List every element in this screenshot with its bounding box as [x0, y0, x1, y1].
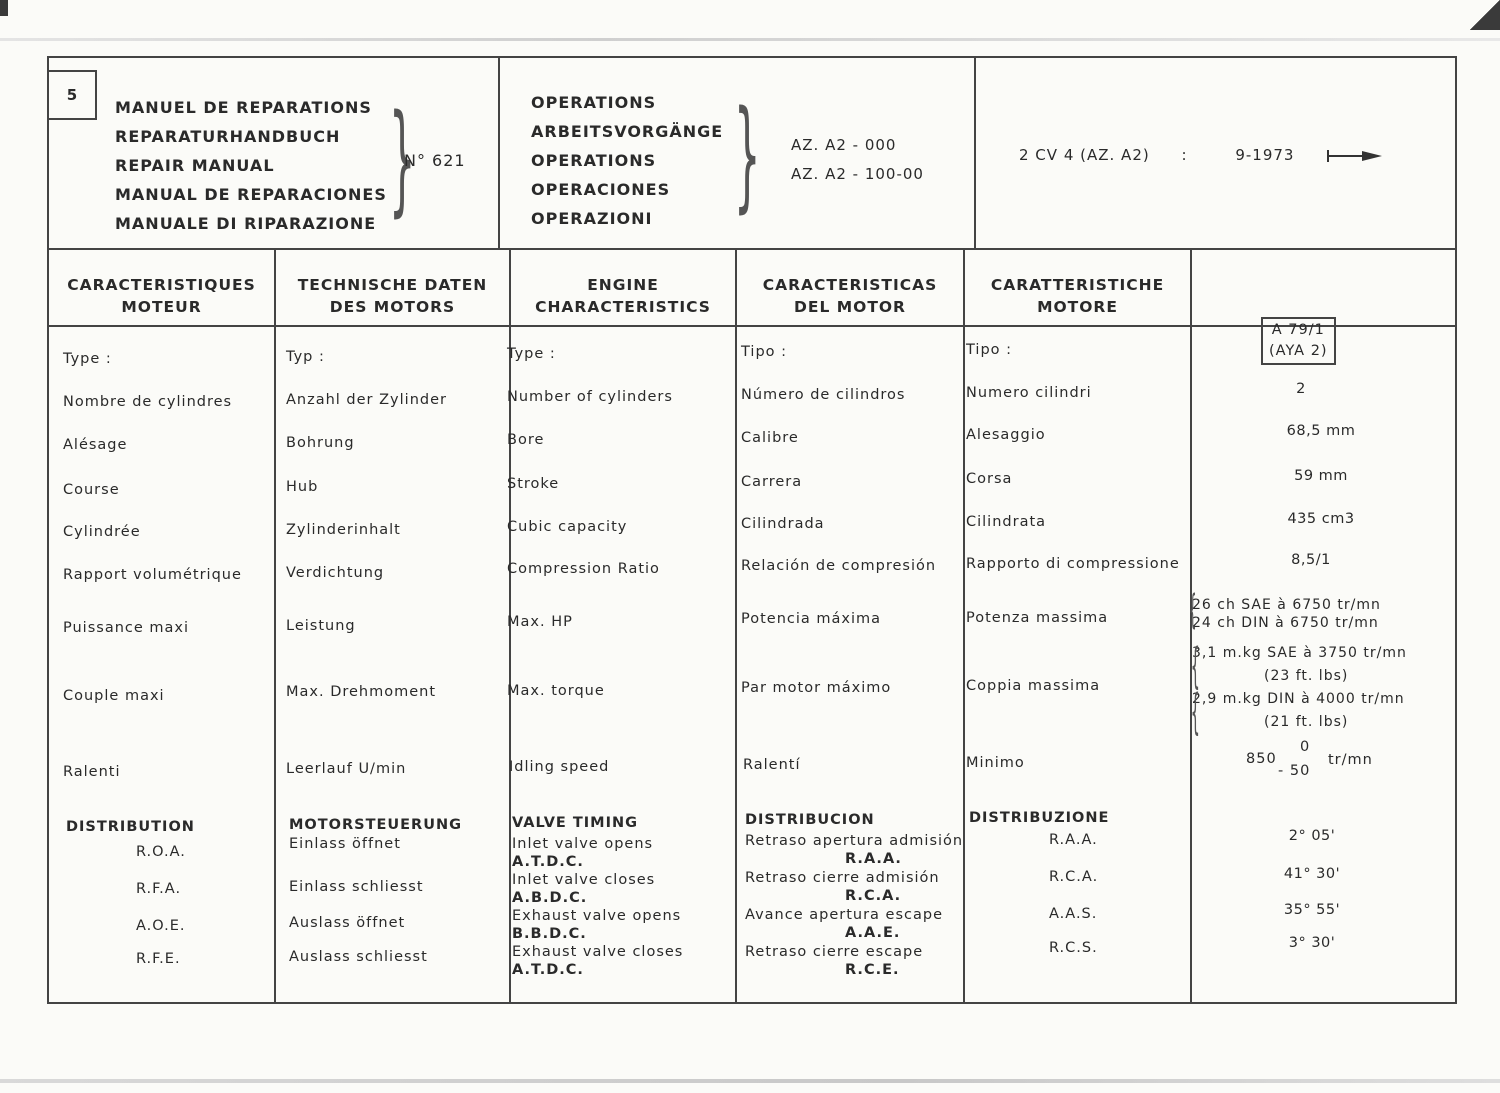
operation-codes: [791, 131, 924, 189]
brace-icon: }: [733, 86, 761, 225]
distribution-item-es: Retraso cierre admisión: [745, 869, 940, 886]
value-torque-din-ftlbs: (21 ft. lbs): [1264, 714, 1349, 730]
value-power: [1192, 596, 1381, 632]
column-header-fr: CARACTERISTIQUES MOTEUR: [67, 275, 256, 316]
row-label-es: Carrera: [741, 474, 803, 490]
distribution-item-es: Retraso cierre escape: [745, 943, 924, 960]
distribution-item-de: Einlass öffnet: [289, 836, 401, 852]
operation-title-fr: OPERATIONS: [531, 93, 657, 112]
row-label-en: Compression Ratio: [507, 561, 660, 577]
distribution-item-en: A.B.D.C.: [512, 890, 588, 906]
distribution-item-it: R.C.A.: [1049, 869, 1099, 885]
row-label-es: Cilindrada: [741, 516, 825, 532]
row-label-fr: Course: [63, 482, 120, 498]
row-label-en: Max. HP: [507, 614, 573, 630]
scan-edge-bottom: [0, 1079, 1500, 1083]
operation-title-de: ARBEITSVORGÄNGE: [531, 122, 724, 141]
model-separator: :: [1181, 146, 1188, 164]
distribution-item-fr: A.O.E.: [136, 918, 186, 934]
manual-titles: [115, 93, 387, 238]
value-torque-sae-ftlbs: (23 ft. lbs): [1264, 668, 1349, 684]
row-label-de: Hub: [286, 479, 319, 495]
distribution-title-fr: DISTRIBUTION: [66, 819, 195, 835]
distribution-item-es: R.C.E.: [845, 962, 900, 978]
distribution-item-de: Auslass öffnet: [289, 915, 406, 931]
arrow-right-icon: [1326, 148, 1382, 164]
distribution-item-es: A.A.E.: [845, 925, 901, 941]
header-divider: [498, 58, 500, 248]
value-idle-plus: 0: [1300, 739, 1311, 755]
row-label-en: Number of cylinders: [507, 389, 673, 405]
distribution-value: 2° 05': [1288, 828, 1336, 844]
row-label-de: Leistung: [286, 618, 356, 634]
value-stroke: 59 mm: [1294, 468, 1348, 484]
value-power-sae: 26 ch SAE à 6750 tr/mn: [1192, 597, 1381, 613]
row-label-es: Ralentí: [743, 757, 801, 773]
model-date: 9-1973: [1235, 146, 1295, 164]
model-info: [1019, 146, 1382, 164]
distribution-item-es: Avance apertura escape: [745, 906, 943, 923]
row-label-es: Calibre: [741, 430, 799, 446]
row-label-de: Verdichtung: [286, 565, 385, 581]
row-label-it: Cilindrata: [966, 514, 1047, 530]
manual-title-de: REPARATURHANDBUCH: [115, 127, 341, 146]
distribution-value: 35° 55': [1283, 902, 1341, 918]
distribution-item-en: A.T.D.C.: [512, 962, 584, 978]
manual-title-es: MANUAL DE REPARACIONES: [115, 185, 387, 204]
row-label-es: Tipo :: [741, 344, 788, 360]
row-label-it: Rapporto di compressione: [966, 556, 1180, 572]
column-divider: [735, 248, 737, 1002]
brace-icon: {: [1190, 684, 1200, 740]
row-label-fr: Ralenti: [63, 764, 121, 780]
distribution-item-en: Exhaust valve opens: [512, 908, 682, 924]
row-label-es: Número de cilindros: [741, 387, 906, 403]
operation-title-en: OPERATIONS: [531, 151, 657, 170]
brace-icon: {: [1190, 638, 1200, 694]
value-torque-din: 2,9 m.kg DIN à 4000 tr/mn: [1192, 691, 1405, 707]
manual-title-it: MANUALE DI RIPARAZIONE: [115, 214, 377, 233]
row-label-en: Idling speed: [509, 759, 610, 775]
column-header-de: TECHNISCHE DATEN DES MOTORS: [297, 275, 488, 316]
operation-title-it: OPERAZIONI: [531, 209, 653, 228]
engine-type-code: A 79/1: [1271, 322, 1325, 338]
distribution-fr: [66, 818, 195, 837]
brace-icon: }: [388, 90, 416, 229]
column-header-en: ENGINE CHARACTERISTICS: [535, 275, 711, 316]
manual-title-en: REPAIR MANUAL: [115, 156, 275, 175]
distribution-item-de: Einlass schliesst: [289, 879, 424, 895]
value-torque-sae: 3,1 m.kg SAE à 3750 tr/mn: [1192, 645, 1407, 661]
row-label-de: Leerlauf U/min: [286, 761, 407, 777]
engine-type-variant: (AYA 2): [1269, 343, 1328, 359]
row-label-fr: Couple maxi: [63, 688, 165, 704]
row-label-fr: Cylindrée: [63, 524, 141, 540]
row-label-es: Potencia máxima: [741, 611, 882, 627]
scan-edge-top: [0, 38, 1500, 41]
row-label-de: Zylinderinhalt: [286, 522, 401, 538]
row-label-it: Alesaggio: [966, 427, 1046, 443]
distribution-item-de: Auslass schliesst: [289, 949, 428, 965]
distribution-item-en: B.B.D.C.: [512, 926, 587, 942]
row-label-it: Potenza massima: [966, 610, 1109, 626]
row-label-it: Coppia massima: [966, 678, 1101, 694]
distribution-item-it: A.A.S.: [1049, 906, 1098, 922]
operation-title-es: OPERACIONES: [531, 180, 671, 199]
scan-corner: [1470, 0, 1500, 30]
distribution-title-es: DISTRIBUCION: [745, 812, 875, 828]
row-label-es: Relación de compresión: [741, 558, 937, 574]
operation-titles: [531, 88, 723, 233]
row-label-fr: Puissance maxi: [63, 620, 190, 636]
row-label-en: Max. torque: [507, 683, 605, 699]
value-bore: 68,5 mm: [1286, 423, 1356, 439]
document-header: [49, 58, 1455, 250]
doc-number: N° 621: [404, 151, 466, 170]
distribution-title-de: MOTORSTEUERUNG: [289, 817, 463, 833]
spec-sheet: [47, 56, 1457, 1004]
row-label-it: Minimo: [966, 755, 1025, 771]
value-idle-base: 850: [1246, 751, 1277, 767]
value-cylinders: 2: [1296, 381, 1306, 397]
value-compression: 8,5/1: [1291, 552, 1331, 568]
value-idle-minus: - 50: [1278, 763, 1311, 779]
row-label-es: Par motor máximo: [741, 680, 892, 696]
distribution-item-en: Exhaust valve closes: [512, 944, 684, 960]
row-label-it: Numero cilindri: [966, 385, 1092, 401]
engine-type-badge: [1261, 317, 1336, 365]
row-label-de: Max. Drehmoment: [286, 684, 437, 700]
operation-code-2: AZ. A2 - 100-00: [791, 165, 924, 183]
value-idle-unit: tr/mn: [1328, 752, 1373, 768]
distribution-en: [512, 814, 683, 979]
column-header-it: CARATTERISTICHE MOTORE: [990, 275, 1165, 316]
row-label-de: Typ :: [286, 349, 325, 365]
distribution-item-en: Inlet valve closes: [512, 872, 656, 888]
value-torque: [1190, 638, 1407, 740]
distribution-es: [745, 811, 963, 980]
row-label-fr: Nombre de cylindres: [63, 394, 233, 410]
distribution-item-es: Retraso apertura admisión: [745, 832, 964, 849]
distribution-item-es: R.A.A.: [845, 851, 902, 867]
distribution-value: 3° 30': [1288, 935, 1336, 951]
distribution-item-fr: R.F.A.: [136, 881, 182, 897]
distribution-item-fr: R.O.A.: [136, 844, 186, 860]
column-header-es: CARACTERISTICAS DEL MOTOR: [762, 275, 938, 316]
row-label-en: Bore: [507, 432, 545, 448]
distribution-item-it: R.A.A.: [1049, 832, 1098, 848]
row-label-de: Anzahl der Zylinder: [286, 392, 447, 408]
row-label-de: Bohrung: [286, 435, 355, 451]
value-capacity: 435 cm3: [1287, 511, 1355, 527]
distribution-title-en: VALVE TIMING: [512, 815, 639, 831]
distribution-item-en: A.T.D.C.: [512, 854, 584, 870]
distribution-de: [289, 816, 462, 854]
distribution-item-es: R.C.A.: [845, 888, 902, 904]
distribution-item-fr: R.F.E.: [136, 951, 181, 967]
page-number: 5: [49, 70, 97, 120]
manual-title-fr: MANUEL DE REPARATIONS: [115, 98, 372, 117]
distribution-item-en: Inlet valve opens: [512, 836, 654, 852]
distribution-title-it: DISTRIBUZIONE: [969, 810, 1110, 826]
row-label-it: Corsa: [966, 471, 1013, 487]
header-divider: [974, 58, 976, 248]
row-label-en: Cubic capacity: [507, 519, 628, 535]
distribution-item-it: R.C.S.: [1049, 940, 1098, 956]
distribution-it: [969, 809, 1109, 828]
row-label-en: Stroke: [507, 476, 560, 492]
row-label-fr: Alésage: [63, 437, 128, 453]
scan-corner-left: [0, 0, 8, 16]
column-divider: [274, 248, 276, 1002]
value-power-din: 24 ch DIN à 6750 tr/mn: [1192, 615, 1379, 631]
operation-code-1: AZ. A2 - 000: [791, 136, 897, 154]
model-name: 2 CV 4 (AZ. A2): [1019, 146, 1150, 164]
row-label-fr: Rapport volumétrique: [63, 567, 242, 583]
row-label-en: Type :: [507, 346, 556, 362]
row-label-it: Tipo :: [966, 342, 1013, 358]
row-label-fr: Type :: [63, 351, 112, 367]
column-divider: [963, 248, 965, 1002]
distribution-value: 41° 30': [1283, 866, 1341, 882]
brace-icon: {: [1188, 587, 1197, 633]
